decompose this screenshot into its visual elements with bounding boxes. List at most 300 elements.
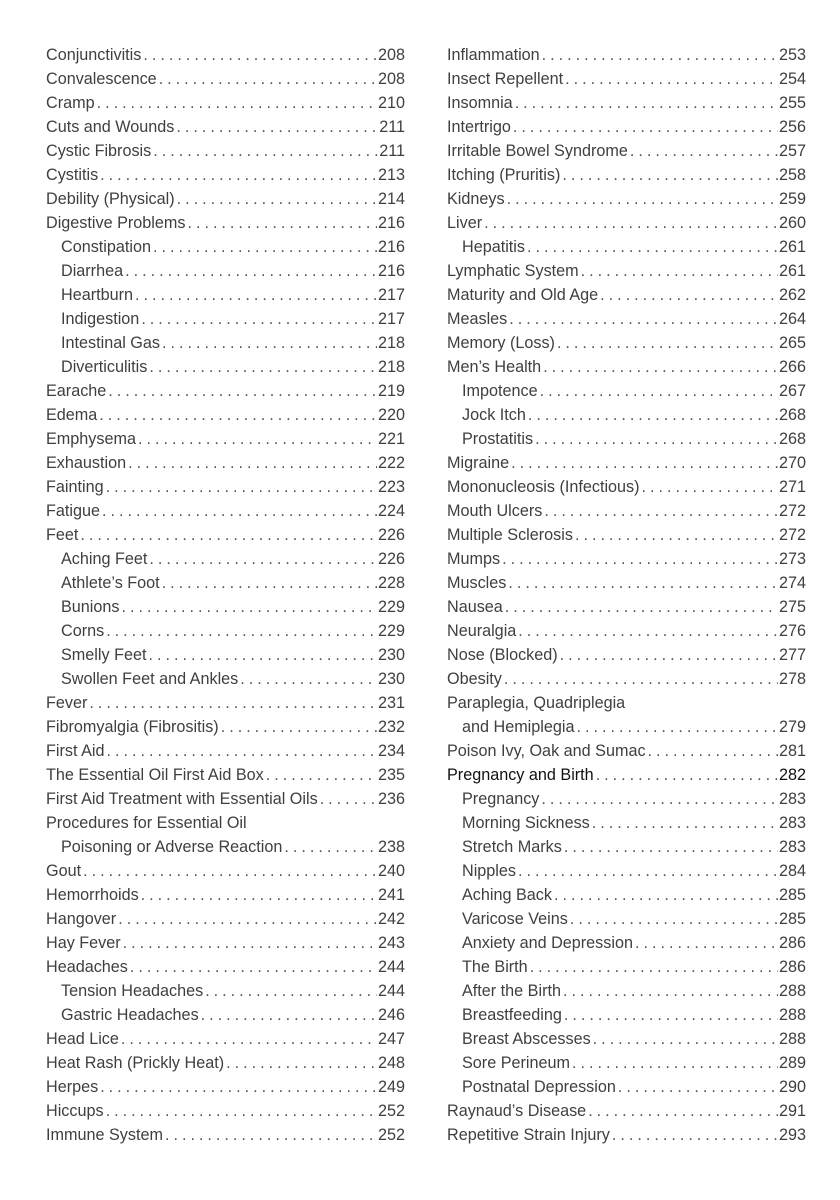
dot-leader — [122, 595, 377, 619]
toc-entry-label: Breastfeeding — [462, 1006, 562, 1024]
toc-entry-label: Poison Ivy, Oak and Sumac — [447, 742, 646, 760]
toc-entry-label: Constipation — [61, 238, 151, 256]
dot-leader — [106, 739, 377, 763]
toc-entry[interactable] — [447, 595, 806, 619]
toc-page-number: 282 — [778, 766, 806, 784]
toc-subentry[interactable] — [46, 643, 405, 667]
toc-entry[interactable] — [46, 859, 405, 883]
toc-entry-label: Intertrigo — [447, 118, 511, 136]
dot-leader — [83, 859, 377, 883]
toc-page-number: 290 — [778, 1078, 806, 1096]
toc-entry[interactable] — [46, 499, 405, 523]
toc-entry[interactable] — [447, 67, 806, 91]
toc-subentry[interactable] — [46, 547, 405, 571]
toc-entry[interactable] — [46, 931, 405, 955]
dot-leader — [502, 547, 778, 571]
toc-subentry[interactable] — [46, 595, 405, 619]
toc-page-number: 216 — [377, 238, 405, 256]
dot-leader — [507, 187, 778, 211]
dot-leader — [518, 619, 778, 643]
toc-entry[interactable] — [46, 211, 405, 235]
dot-leader — [484, 211, 778, 235]
dot-leader — [125, 259, 377, 283]
toc-entry[interactable] — [447, 91, 806, 115]
dot-leader — [102, 499, 377, 523]
toc-entry-label: Insomnia — [447, 94, 513, 112]
toc-subentry[interactable] — [447, 835, 806, 859]
dot-leader — [513, 115, 778, 139]
toc-page-number: 288 — [778, 982, 806, 1000]
dot-leader — [504, 667, 778, 691]
dot-leader — [106, 475, 377, 499]
toc-subentry[interactable] — [447, 931, 806, 955]
toc-subentry[interactable] — [447, 907, 806, 931]
toc-page-number: 277 — [778, 646, 806, 664]
toc-entry-label: Herpes — [46, 1078, 99, 1096]
toc-entry-label: Headaches — [46, 958, 128, 976]
toc-page-number: 242 — [377, 910, 405, 928]
dot-leader — [97, 91, 377, 115]
toc-entry[interactable] — [447, 643, 806, 667]
dot-leader — [562, 163, 778, 187]
toc-entry[interactable] — [46, 883, 405, 907]
toc-entry[interactable] — [46, 763, 405, 787]
toc-page-number: 217 — [377, 310, 405, 328]
toc-entry-label: Bunions — [61, 598, 120, 616]
dot-leader — [509, 307, 778, 331]
toc-entry[interactable] — [447, 691, 806, 715]
toc-entry-label: Hiccups — [46, 1102, 104, 1120]
toc-entry-label: Muscles — [447, 574, 507, 592]
dot-leader — [123, 931, 377, 955]
toc-entry-label: The Birth — [462, 958, 528, 976]
toc-page-number: 259 — [778, 190, 806, 208]
toc-entry-label: Digestive Problems — [46, 214, 186, 232]
dot-leader — [221, 715, 377, 739]
dot-leader — [543, 355, 778, 379]
toc-entry-label: Immune System — [46, 1126, 163, 1144]
toc-entry[interactable] — [46, 379, 405, 403]
toc-entry-label: Tension Headaches — [61, 982, 204, 1000]
toc-entry[interactable] — [46, 67, 405, 91]
toc-entry[interactable] — [46, 691, 405, 715]
toc-page-number: 268 — [778, 406, 806, 424]
toc-page-number: 216 — [377, 214, 405, 232]
toc-page-number: 211 — [379, 118, 405, 136]
dot-leader — [535, 427, 778, 451]
dot-leader — [201, 1003, 377, 1027]
toc-page-number: 232 — [377, 718, 405, 736]
toc-entry-label: Liver — [447, 214, 483, 232]
toc-page-number: 241 — [377, 886, 405, 904]
toc-entry-label: Aching Back — [462, 886, 552, 904]
toc-entry-label: Impotence — [462, 382, 538, 400]
toc-page-number: 256 — [778, 118, 806, 136]
dot-leader — [106, 1099, 377, 1123]
dot-leader — [554, 883, 778, 907]
dot-leader — [165, 1123, 377, 1147]
toc-entry[interactable] — [447, 259, 806, 283]
toc-page-number: 265 — [778, 334, 806, 352]
dot-leader — [588, 1099, 778, 1123]
toc-entry-label: Cuts and Wounds — [46, 118, 175, 136]
toc-entry[interactable] — [46, 739, 405, 763]
toc-entry[interactable] — [46, 163, 405, 187]
toc-page-number: 238 — [377, 838, 405, 856]
toc-subentry[interactable] — [447, 427, 806, 451]
dot-leader — [581, 259, 778, 283]
toc-entry-label: Swollen Feet and Ankles — [61, 670, 239, 688]
dot-leader — [266, 763, 377, 787]
toc-entry[interactable] — [46, 403, 405, 427]
dot-leader — [138, 427, 377, 451]
dot-leader — [205, 979, 377, 1003]
toc-entry-label: Postnatal Depression — [462, 1078, 616, 1096]
dot-leader — [118, 907, 377, 931]
dot-leader — [121, 1027, 377, 1051]
toc-subentry[interactable] — [447, 403, 806, 427]
toc-entry[interactable] — [447, 739, 806, 763]
toc-page-number: 281 — [778, 742, 806, 760]
toc-page-number: 244 — [377, 958, 405, 976]
toc-subentry[interactable] — [447, 379, 806, 403]
toc-entry-label: Lymphatic System — [447, 262, 579, 280]
toc-entry-label: Debility (Physical) — [46, 190, 175, 208]
dot-leader — [541, 787, 778, 811]
toc-page-number: 230 — [377, 670, 405, 688]
toc-subentry[interactable] — [46, 1003, 405, 1027]
toc-page-number: 247 — [377, 1030, 405, 1048]
toc-page-number: 221 — [377, 430, 405, 448]
toc-entry-label: Hangover — [46, 910, 117, 928]
toc-entry[interactable] — [46, 811, 405, 835]
toc-page-number: 244 — [377, 982, 405, 1000]
toc-page-number: 257 — [778, 142, 806, 160]
dot-leader — [130, 955, 377, 979]
dot-leader — [540, 379, 778, 403]
toc-entry-label: Stretch Marks — [462, 838, 562, 856]
toc-subentry[interactable] — [447, 811, 806, 835]
dot-leader — [635, 931, 778, 955]
toc-entry[interactable] — [46, 1075, 405, 1099]
toc-page-number: 271 — [778, 478, 806, 496]
toc-entry[interactable] — [447, 1123, 806, 1147]
toc-entry-label: Inflammation — [447, 46, 540, 64]
toc-page-number: 260 — [778, 214, 806, 232]
toc-entry[interactable] — [46, 427, 405, 451]
dot-leader — [557, 331, 778, 355]
toc-entry-label: Exhaustion — [46, 454, 127, 472]
toc-entry[interactable] — [46, 1099, 405, 1123]
toc-entry[interactable] — [447, 211, 806, 235]
toc-page-number: 286 — [778, 934, 806, 952]
toc-entry[interactable] — [447, 619, 806, 643]
toc-entry[interactable] — [447, 115, 806, 139]
dot-leader — [100, 1075, 377, 1099]
toc-subentry[interactable] — [46, 283, 405, 307]
dot-leader — [141, 307, 377, 331]
toc-page-number: 261 — [778, 238, 806, 256]
toc-entry-label: Itching (Pruritis) — [447, 166, 561, 184]
dot-leader — [99, 403, 377, 427]
toc-entry-label: Anxiety and Depression — [462, 934, 633, 952]
toc-entry-label: Prostatitis — [462, 430, 534, 448]
toc-entry-label: Intestinal Gas — [61, 334, 160, 352]
dot-leader — [106, 619, 377, 643]
toc-page-number: 279 — [778, 718, 806, 736]
toc-subentry[interactable] — [447, 235, 806, 259]
toc-entry-label: Neuralgia — [447, 622, 517, 640]
dot-leader — [149, 547, 377, 571]
dot-leader — [177, 187, 377, 211]
dot-leader — [240, 667, 377, 691]
toc-page-number: 261 — [778, 262, 806, 280]
dot-leader — [149, 355, 377, 379]
toc-page-number: 223 — [377, 478, 405, 496]
toc-entry[interactable] — [46, 787, 405, 811]
toc-subentry[interactable] — [447, 979, 806, 1003]
toc-entry-label: Nose (Blocked) — [447, 646, 558, 664]
toc-entry-label: Fainting — [46, 478, 104, 496]
toc-entry-label: Morning Sickness — [462, 814, 590, 832]
dot-leader — [128, 451, 377, 475]
dot-leader — [592, 811, 778, 835]
toc-page-number: 218 — [377, 358, 405, 376]
toc-entry-label: Head Lice — [46, 1030, 119, 1048]
dot-leader — [612, 1123, 778, 1147]
toc-page-number: 252 — [377, 1126, 405, 1144]
dot-leader — [593, 1027, 778, 1051]
dot-leader — [162, 571, 377, 595]
dot-leader — [148, 643, 377, 667]
toc-subentry[interactable] — [447, 1003, 806, 1027]
toc-subentry[interactable] — [46, 235, 405, 259]
toc-entry[interactable] — [447, 451, 806, 475]
toc-entry[interactable] — [447, 547, 806, 571]
dot-leader — [108, 379, 377, 403]
toc-page-number: 230 — [377, 646, 405, 664]
toc-entry-label: The Essential Oil First Aid Box — [46, 766, 264, 784]
toc-column-left — [46, 43, 405, 1147]
toc-page-number: 249 — [377, 1078, 405, 1096]
toc-entry-label: Multiple Sclerosis — [447, 526, 573, 544]
dot-leader — [528, 403, 778, 427]
toc-page-number: 216 — [377, 262, 405, 280]
toc-page-number: 293 — [778, 1126, 806, 1144]
toc-entry-label: Varicose Veins — [462, 910, 568, 928]
dot-leader — [530, 955, 778, 979]
dot-leader — [511, 451, 778, 475]
toc-subentry[interactable] — [46, 355, 405, 379]
toc-page-number: 252 — [377, 1102, 405, 1120]
toc-subentry[interactable] — [447, 883, 806, 907]
toc-entry[interactable] — [447, 283, 806, 307]
toc-page-number: 231 — [377, 694, 405, 712]
dot-leader — [187, 211, 377, 235]
toc-entry[interactable] — [46, 91, 405, 115]
toc-page-number: 272 — [778, 502, 806, 520]
dot-leader — [89, 691, 377, 715]
toc-entry-label: Hemorrhoids — [46, 886, 139, 904]
toc-subentry[interactable] — [447, 1027, 806, 1051]
toc-entry-label: Nipples — [462, 862, 516, 880]
toc-page-number: 208 — [377, 70, 405, 88]
toc-entry[interactable] — [447, 331, 806, 355]
toc-entry[interactable] — [46, 475, 405, 499]
toc-page-number: 283 — [778, 814, 806, 832]
toc-page-number: 229 — [377, 598, 405, 616]
toc-entry-label: Poisoning or Adverse Reaction — [61, 838, 283, 856]
toc-entry-label: Convalescence — [46, 70, 157, 88]
dot-leader — [544, 499, 778, 523]
toc-page-number: 217 — [377, 286, 405, 304]
dot-leader — [176, 115, 378, 139]
toc-entry-label: Fatigue — [46, 502, 100, 520]
toc-page-number: 289 — [778, 1054, 806, 1072]
toc-entry[interactable] — [46, 1027, 405, 1051]
toc-entry[interactable] — [46, 1051, 405, 1075]
toc-page-number: 229 — [377, 622, 405, 640]
toc-entry[interactable] — [447, 187, 806, 211]
toc-entry-label: Cystitis — [46, 166, 99, 184]
toc-entry-label: Pregnancy and Birth — [447, 766, 594, 784]
toc-entry-label: Athlete’s Foot — [61, 574, 160, 592]
toc-page-number: 234 — [377, 742, 405, 760]
toc-subentry[interactable] — [447, 715, 806, 739]
toc-page-number: 270 — [778, 454, 806, 472]
dot-leader — [572, 1051, 778, 1075]
toc-entry-label: Migraine — [447, 454, 510, 472]
toc-subentry[interactable] — [46, 307, 405, 331]
toc-page-number: 262 — [778, 286, 806, 304]
toc-entry-label: Hepatitis — [462, 238, 525, 256]
toc-subentry[interactable] — [447, 859, 806, 883]
toc-entry[interactable] — [46, 115, 405, 139]
toc-entry-label: Indigestion — [61, 310, 140, 328]
toc-page-number: 226 — [377, 526, 405, 544]
toc-subentry[interactable] — [46, 619, 405, 643]
toc-entry[interactable] — [46, 955, 405, 979]
toc-entry-label: Obesity — [447, 670, 502, 688]
toc-entry-label: Memory (Loss) — [447, 334, 555, 352]
toc-subentry[interactable] — [447, 787, 806, 811]
toc-page-number: 254 — [778, 70, 806, 88]
dot-leader — [518, 859, 778, 883]
toc-entry[interactable] — [46, 523, 405, 547]
dot-leader — [596, 763, 778, 787]
toc-page-number: 258 — [778, 166, 806, 184]
toc-entry[interactable] — [447, 667, 806, 691]
toc-subentry[interactable] — [46, 331, 405, 355]
toc-entry-label: Paraplegia, Quadriplegia — [447, 694, 626, 712]
toc-column-right — [447, 43, 806, 1147]
dot-leader — [542, 43, 778, 67]
toc-subentry[interactable] — [46, 979, 405, 1003]
toc-entry[interactable] — [447, 1099, 806, 1123]
toc-page-number: 248 — [377, 1054, 405, 1072]
toc-entry-label: Earache — [46, 382, 107, 400]
toc-subentry[interactable] — [46, 259, 405, 283]
toc-page-number: 214 — [377, 190, 405, 208]
dot-leader — [80, 523, 377, 547]
toc-page-number: 253 — [778, 46, 806, 64]
toc-entry[interactable] — [46, 451, 405, 475]
toc-entry-label: Jock Itch — [462, 406, 526, 424]
toc-entry[interactable] — [447, 163, 806, 187]
toc-page-number: 228 — [377, 574, 405, 592]
toc-page-number: 236 — [377, 790, 405, 808]
dot-leader — [560, 643, 778, 667]
toc-subentry[interactable] — [447, 1051, 806, 1075]
dot-leader — [153, 235, 377, 259]
toc-entry-label: Conjunctivitis — [46, 46, 142, 64]
dot-leader — [564, 1003, 778, 1027]
toc-page-number: 219 — [377, 382, 405, 400]
toc-entry-label: Feet — [46, 526, 79, 544]
toc-entry[interactable] — [447, 475, 806, 499]
toc-entry-label: Corns — [61, 622, 105, 640]
toc-page-number: 266 — [778, 358, 806, 376]
toc-entry[interactable] — [447, 523, 806, 547]
toc-entry-label: Smelly Feet — [61, 646, 147, 664]
toc-subentry[interactable] — [447, 955, 806, 979]
toc-entry[interactable] — [447, 763, 806, 787]
toc-entry[interactable] — [46, 43, 405, 67]
toc-entry-label: Emphysema — [46, 430, 136, 448]
toc-entry[interactable] — [46, 907, 405, 931]
toc-entry-label: Diarrhea — [61, 262, 124, 280]
toc-entry[interactable] — [46, 187, 405, 211]
toc-entry[interactable] — [447, 499, 806, 523]
toc-page-number: 283 — [778, 790, 806, 808]
dot-leader — [642, 475, 778, 499]
toc-subentry[interactable] — [46, 667, 405, 691]
toc-page-number: 284 — [778, 862, 806, 880]
toc-page-number: 285 — [778, 886, 806, 904]
toc-entry-label: Heat Rash (Prickly Heat) — [46, 1054, 225, 1072]
toc-entry[interactable] — [46, 139, 405, 163]
toc-page-number: 268 — [778, 430, 806, 448]
toc-page-number: 222 — [377, 454, 405, 472]
toc-entry[interactable] — [447, 571, 806, 595]
toc-entry-label: Sore Perineum — [462, 1054, 570, 1072]
toc-entry[interactable] — [447, 139, 806, 163]
toc-page-number: 267 — [778, 382, 806, 400]
toc-entry-label: Mononucleosis (Infectious) — [447, 478, 640, 496]
toc-entry-label: Measles — [447, 310, 508, 328]
dot-leader — [143, 43, 377, 67]
toc-entry[interactable] — [447, 355, 806, 379]
toc-entry-label: Men’s Health — [447, 358, 542, 376]
toc-page-number: 276 — [778, 622, 806, 640]
toc-subentry[interactable] — [46, 835, 405, 859]
dot-leader — [153, 139, 378, 163]
toc-entry[interactable] — [447, 307, 806, 331]
toc-entry[interactable] — [46, 715, 405, 739]
toc-subentry[interactable] — [46, 571, 405, 595]
toc-subentry[interactable] — [447, 1075, 806, 1099]
toc-entry-label: Edema — [46, 406, 98, 424]
toc-entry[interactable] — [447, 43, 806, 67]
dot-leader — [162, 331, 377, 355]
toc-page-number: 213 — [377, 166, 405, 184]
toc-entry-label: Irritable Bowel Syndrome — [447, 142, 628, 160]
toc-entry-label: Hay Fever — [46, 934, 121, 952]
toc-entry[interactable] — [46, 1123, 405, 1147]
toc-entry-label: Diverticulitis — [61, 358, 148, 376]
dot-leader — [508, 571, 778, 595]
toc-page-number: 255 — [778, 94, 806, 112]
